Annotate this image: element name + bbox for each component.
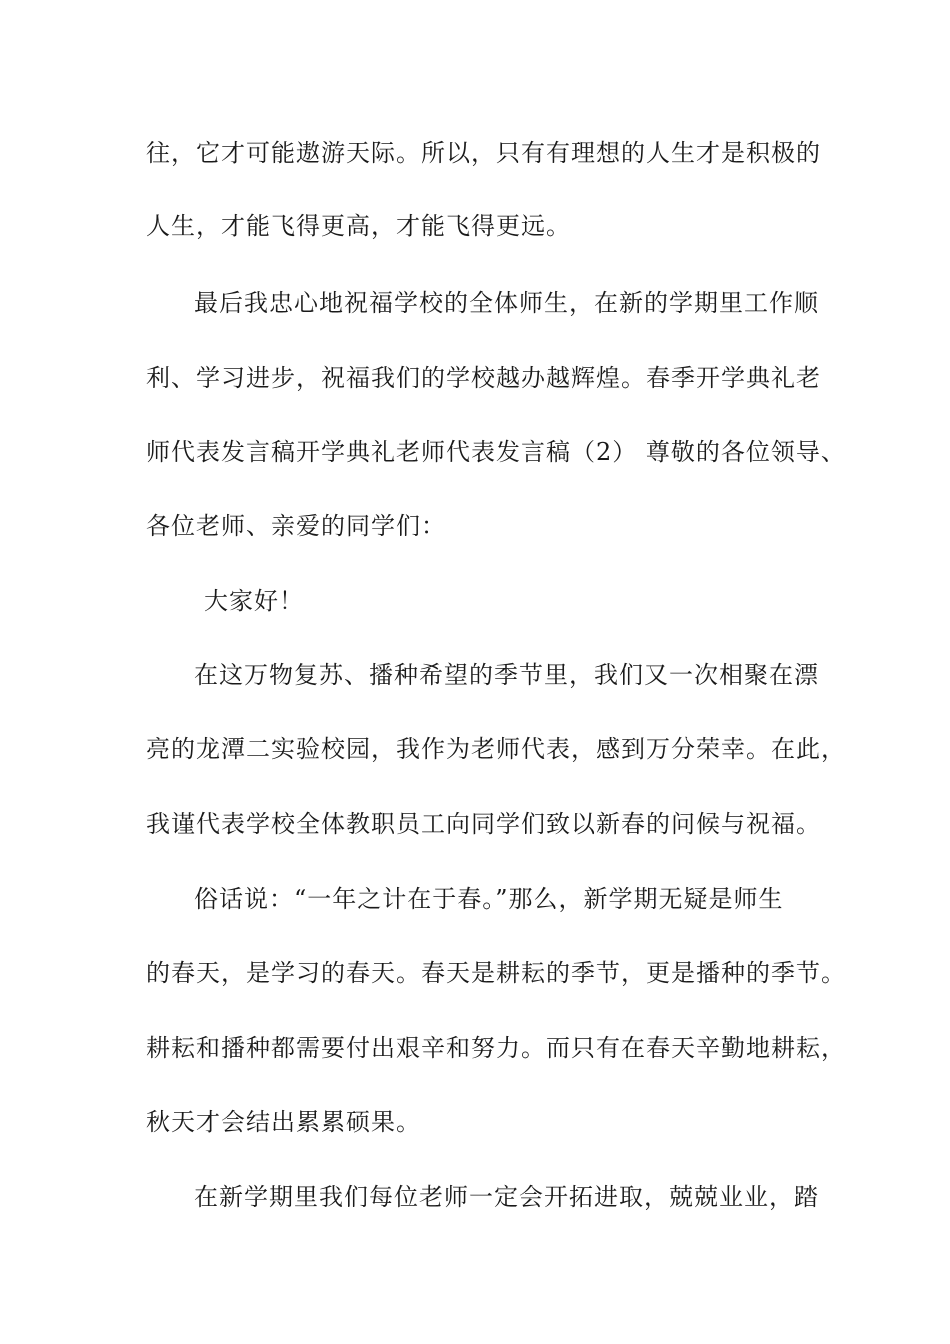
text-line: 秋天才会结出累累硕果。 <box>146 1108 421 1136</box>
greeting-line: 大家好！ <box>204 587 304 615</box>
text-line: 的春天，是学习的春天。春天是耕耘的季节，更是播种的季节。 <box>146 959 846 987</box>
paragraph-first-line: 在新学期里我们每位老师一定会开拓进取，兢兢业业，踏 <box>194 1183 819 1211</box>
text-line: 往，它才可能遨游天际。所以，只有有理想的人生才是积极的 <box>146 139 821 167</box>
text-line: 我谨代表学校全体教职员工向同学们致以新春的问候与祝福。 <box>146 810 821 838</box>
paragraph-first-line: 在这万物复苏、播种希望的季节里，我们又一次相聚在漂 <box>194 661 819 689</box>
text-line: 各位老师、亲爱的同学们： <box>146 512 446 540</box>
text-line: 亮的龙潭二实验校园，我作为老师代表，感到万分荣幸。在此， <box>146 735 846 763</box>
paragraph-first-line: 俗话说：“一年之计在于春。”那么，新学期无疑是师生 <box>194 885 784 913</box>
paragraph-first-line: 最后我忠心地祝福学校的全体师生，在新的学期里工作顺 <box>194 289 819 317</box>
text-line: 利、学习进步，祝福我们的学校越办越辉煌。春季开学典礼老 <box>146 364 821 392</box>
text-line: 耕耘和播种都需要付出艰辛和努力。而只有在春天辛勤地耕耘， <box>146 1034 846 1062</box>
text-line: 人生，才能飞得更高，才能飞得更远。 <box>146 212 571 240</box>
text-line: 师代表发言稿开学典礼老师代表发言稿（2） 尊敬的各位领导、 <box>146 438 846 466</box>
